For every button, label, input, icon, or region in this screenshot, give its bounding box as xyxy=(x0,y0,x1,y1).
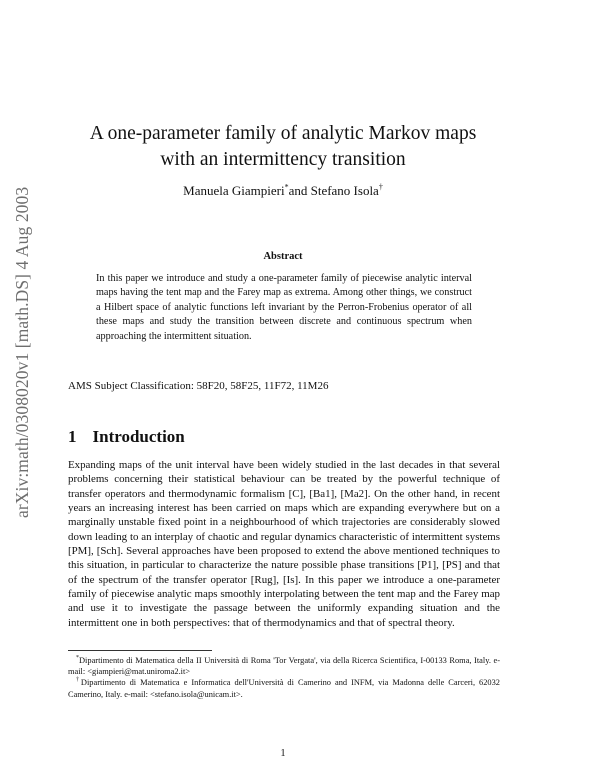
title-line-2: with an intermittency transition xyxy=(160,149,406,170)
abstract-body: In this paper we introduce and study a one-parameter family of piecewise analytic interval maps having the tent map and the Farey map as extrema. Among other things, we construct a Hilbert space of analytic functions left invariant by the Perron-Frobenius operator of all these maps and study the transition between discrete and continuous spectrum when approaching the intermittent situation. xyxy=(96,273,472,342)
section-heading xyxy=(68,427,185,447)
page-number: 1 xyxy=(280,748,286,759)
footnote-1-mark: * xyxy=(76,655,79,662)
footnote-2 xyxy=(68,677,500,699)
footnote-2-mark: † xyxy=(76,677,81,684)
author-1-name: Manuela Giampieri xyxy=(183,183,285,198)
footnote-1-text: Dipartimento di Matematica della II Università di Roma 'Tor Vergata', via della Ricerca Scientifica, I-00133 Roma, Italy. e-mail: <giampieri@mat.uniroma2.it> xyxy=(68,656,500,677)
paper-title xyxy=(66,121,500,173)
author-2-footnote-mark: † xyxy=(378,182,383,192)
intro-paragraph: Expanding maps of the unit interval have been widely studied in the last decades in that several problems concerning their statistical behaviour can be treated by the powerful technique of transfer operators and thermodynamic formalism [C], [Ba1], [Ma2]. On the other hand, in recent years an increasing interest has been carried on maps which are expanding everywhere but on a marginally unstable fixed point in a neighbourhood of which trajectories are considerably slowed down leading to an interplay of chaotic and regular dynamics characteristic of intermittent systems [PM], [Sch]. Several approaches have been proposed to extend the above mentioned techniques to this situation, in particular to characterize the nature possible phase transitions [P1], [PS] and that of the spectrum of the transfer operator [Rug], [Is]. In this paper we introduce a one-parameter family of piecewise analytic maps smoothly interpolating between the tent map and the Farey map and use it to investigate the passage between the uniformly expanding situation and the intermittent one in both perspectives: that of thermodynamics and that of spectral theory. xyxy=(68,459,500,629)
author-1-footnote-mark: * xyxy=(284,182,289,192)
section-number: 1 xyxy=(68,427,77,446)
section-title: Introduction xyxy=(92,427,185,446)
author-connector: and Stefano Isola xyxy=(288,183,379,198)
footnote-2-text: Dipartimento di Matematica e Informatica dell'Università di Camerino and INFM, via Madonna delle Carceri, 62032 Camerino, Italy. e-mail: <stefano.isola@unicam.it>. xyxy=(68,678,500,699)
abstract-heading: Abstract xyxy=(263,251,303,262)
title-line-1: A one-parameter family of analytic Markov maps xyxy=(89,123,477,144)
footnote-rule xyxy=(68,650,212,651)
footnote-1 xyxy=(68,655,500,677)
footnotes xyxy=(68,655,500,700)
ams-classification: AMS Subject Classification: 58F20, 58F25, 11F72, 11M26 xyxy=(68,380,329,392)
authors-line xyxy=(66,183,500,199)
arxiv-side-stamp: arXiv:math/0308020v1 [math.DS] 4 Aug 2003 xyxy=(12,186,32,518)
